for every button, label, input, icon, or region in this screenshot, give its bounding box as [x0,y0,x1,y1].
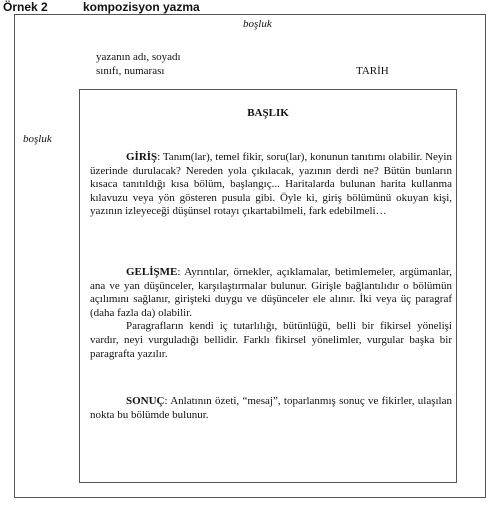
body-label: GELİŞME [126,266,178,278]
date-label: TARİH [356,65,389,77]
intro-section [90,151,452,219]
intro-label: GİRİŞ [126,151,158,163]
conclusion-label: SONUÇ [126,395,165,407]
document-title: BAŞLIK [247,107,289,119]
body-text: : Ayrıntılar, örnekler, açıklamalar, betimlemeler, argümanlar, ana ve yan düşünceler, karşılaştırmalar bulunur. Girişle bağlantılıdır o bölümün açılımını sağlanır, girişteki duygu ve düşünceler ele alınır. İki veya üç paragraf (daha fazla da) olabilir. [90,266,452,319]
page-heading [3,0,200,14]
conclusion-text: : Anlatının özeti, “mesaj”, toparlanmış sonuç ve fikirler, ulaşılan nokta bu bölümde bulunur. [90,395,452,421]
conclusion-section [90,395,452,422]
top-margin-label: boşluk [243,18,272,30]
heading-title: kompozisyon yazma [83,0,200,14]
body-section [90,266,452,361]
author-name-label: yazanın adı, soyadı [96,51,181,63]
class-number-label: sınıfı, numarası [96,65,165,77]
left-margin-label: boşluk [23,133,52,145]
example-number: Örnek 2 [3,0,48,14]
body-text-2: Paragrafların kendi iç tutarlılığı, bütünlüğü, belli bir fikirsel yönelişi vardır, neyi vurguladığı bellidir. Farklı fikirsel yönelimler, vurgular başka bir paragrafta yazılır. [90,320,452,360]
intro-text: : Tanım(lar), temel fikir, soru(lar), konunun tanıtımı olabilir. Neyin üzerinde durulacak? Nereden yola çıkılacak, yazının derdi ne? Bütün bunların kısaca tanıtıldığı kısa bölüm, başlangıç... Haritalarda bulunan harita kullanma kılavuzu veya yön gösteren pusula gibi. Öyle ki, giriş bölümünü okuyan kişi, yazının izleyeceği düşünsel rotayı çıkartabilmeli, fark edebilmeli… [90,151,452,218]
